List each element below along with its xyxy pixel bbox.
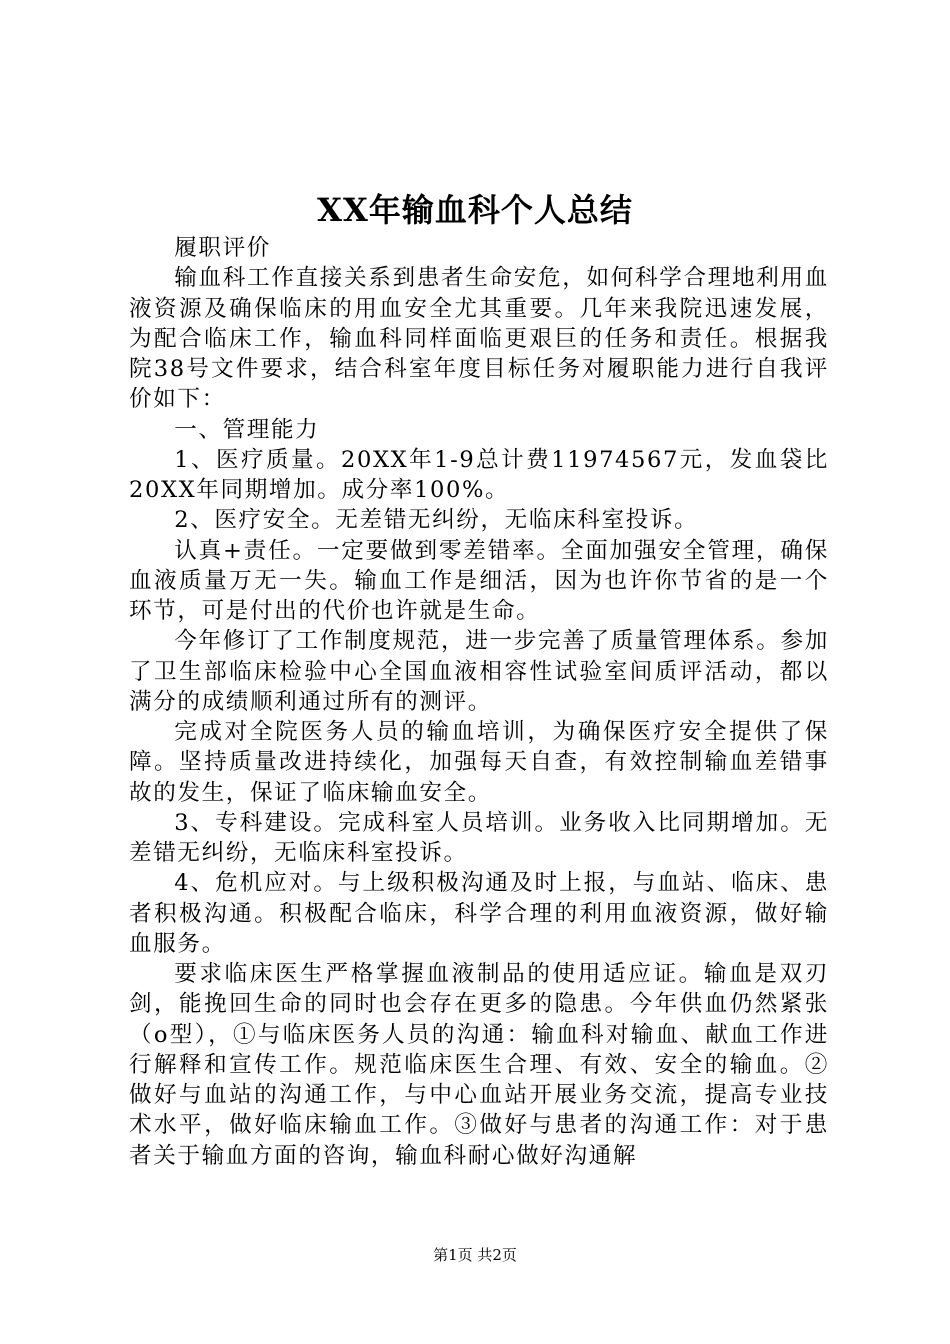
paragraph-crisis: 4、危机应对。与上级积极沟通及时上报，与血站、临床、患者积极沟通。积极配合临床，科学合理的利用血液资源，做好输血服务。 bbox=[129, 870, 829, 957]
section-heading-evaluation: 履职评价 bbox=[174, 235, 271, 261]
paragraph-intro: 输血科工作直接关系到患者生命安危，如何科学合理地利用血液资源及确保临床的用血安全尤其重要。几年来我院迅速发展，为配合临床工作，输血科同样面临更艰巨的任务和责任。根据我院38号文件要求，结合科室年度目标任务对履职能力进行自我评价如下： bbox=[129, 265, 829, 413]
section-heading-management: 一、管理能力 bbox=[174, 416, 320, 443]
paragraph-requirements: 要求临床医生严格掌握血液制品的使用适应证。输血是双刃剑，能挽回生命的同时也会存在更多的隐患。今年供血仍然紧张（o型），①与临床医务人员的沟通：输血科对输血、献血工作进行解释和宣传工作。规范临床医生合理、有效、安全的输血。②做好与血站的沟通工作，与中心血站开展业务交流，提高专业技术水平，做好临床输血工作。③做好与患者的沟通工作：对于患者关于输血方面的咨询，输血科耐心做好沟通解 bbox=[129, 961, 829, 1169]
paragraph-specialty: 3、专科建设。完成科室人员培训。业务收入比同期增加。无差错无纠纷，无临床科室投诉。 bbox=[129, 809, 829, 866]
paragraph-medical-quality: 1、医疗质量。20XX年1-9总计费11974567元，发血袋比20XX年同期增加。成分率100%。 bbox=[129, 446, 829, 503]
page-footer: 第1页 共2页 bbox=[433, 1246, 517, 1264]
paragraph-training: 完成对全院医务人员的输血培训，为确保医疗安全提供了保障。坚持质量改进持续化，加强每天自查，有效控制输血差错事故的发生，保证了临床输血安全。 bbox=[129, 719, 829, 806]
paragraph-quality-system: 今年修订了工作制度规范，进一步完善了质量管理体系。参加了卫生部临床检验中心全国血液相容性试验室间质评活动，都以满分的成绩顺利通过所有的测评。 bbox=[129, 628, 829, 715]
paragraph-medical-safety: 2、医疗安全。无差错无纠纷，无临床科室投诉。 bbox=[174, 507, 699, 534]
document-title: XX年输血科个人总结 bbox=[317, 191, 633, 229]
paragraph-responsibility: 认真+责任。一定要做到零差错率。全面加强安全管理，确保血液质量万无一失。输血工作是细活，因为也许你节省的是一个环节，可是付出的代价也许就是生命。 bbox=[129, 537, 829, 624]
document-body bbox=[129, 233, 829, 1171]
